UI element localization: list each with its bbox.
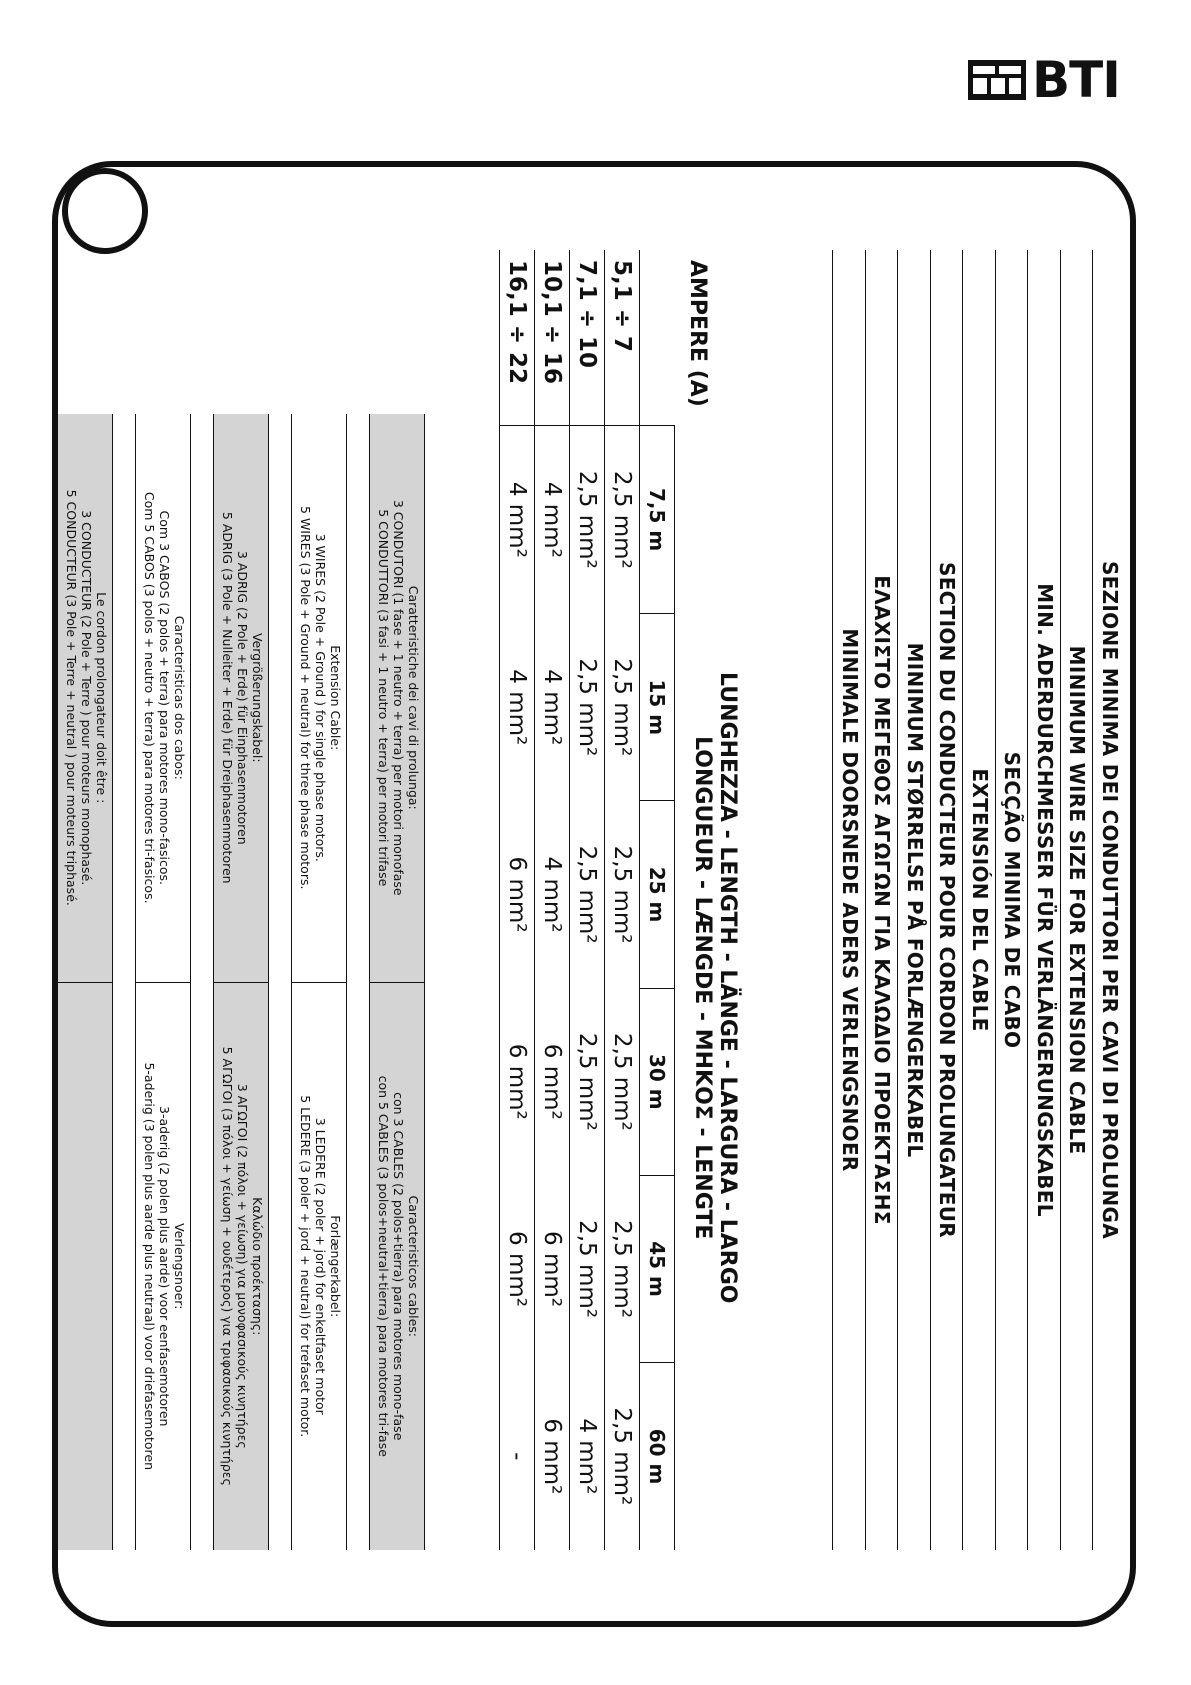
note-block: [370, 982, 424, 1551]
value-cell: 2,5 mm²: [605, 1175, 640, 1362]
note-line: con 5 CABLES (3 polos+neutral+tierra) para motores tri-fase: [376, 1075, 391, 1457]
note-line: 5 ΑΓΩΓΟΙ (3 πόλοι + γείωση + ουδέτερος) για τριφασικούς κινητήρες: [220, 1046, 235, 1486]
note-block: [136, 414, 190, 982]
ampere-cell: 7,1 ÷ 10: [570, 250, 605, 426]
note-line: Καλώδιο προέκτασης:: [250, 1197, 265, 1336]
value-cell: 6 mm²: [535, 1363, 570, 1550]
length-header-line: LONGUEUR - LÆNGDE - ΜΗΚΟΣ - LENGTE: [690, 736, 715, 1240]
brand-name: BTI: [1032, 51, 1120, 109]
note-line: 3 CONDUCTEUR (2 Pole + Terre ) pour moteurs monophasé.: [79, 510, 94, 886]
note-line: 3 WIRES (2 Pole + Ground ) for single phase motors.: [313, 533, 328, 862]
length-row: [640, 250, 675, 1550]
length-cell: 7,5 m: [640, 426, 675, 614]
length-cell: 60 m: [640, 1363, 675, 1550]
note-line: Com 5 CABOS (3 polos + neutro + terra) para motores tri-fasicos.: [142, 491, 157, 904]
note-block: [214, 982, 268, 1551]
value-cell: 4 mm²: [535, 801, 570, 988]
value-cell: 6 mm²: [500, 988, 535, 1175]
title-line: SEZIONE MINIMA DEI CONDUTTORI PER CAVI DI PROLUNGA: [1093, 250, 1126, 1550]
value-cell: 2,5 mm²: [570, 1175, 605, 1362]
ampere-header: AMPERE (A): [640, 250, 756, 426]
note-pair: [57, 414, 113, 1550]
value-cell: -: [500, 1363, 535, 1550]
corner-circle-mark: [62, 168, 148, 254]
note-line: 5 ADRIG (3 Pole + Nulleiter + Erde) für Dreiphasenmotoren: [220, 511, 235, 884]
note-block: [370, 414, 424, 982]
note-pair: [135, 414, 191, 1550]
title-line: MIN. ADERDURCHMESSER FÜR VERLÄNGERUNGSKABEL: [1028, 250, 1061, 1550]
value-cell: 2,5 mm²: [605, 988, 640, 1175]
note-line: Caracteristicas dos cabos:: [172, 615, 187, 780]
note-line: 5 CONDUCTEUR (3 Pole + Terre + neutral ) pour moteurs triphasé.: [64, 489, 79, 906]
value-cell: 2,5 mm²: [570, 614, 605, 801]
note-line: 5 LEDERE (3 poler + jord + neutral) for trefaset motor.: [298, 1095, 313, 1438]
value-cell: 2,5 mm²: [605, 801, 640, 988]
brand-logo-mark: [968, 60, 1026, 100]
note-line: Le cordon prolongateur doit être :: [94, 592, 109, 804]
brand-logo: [968, 51, 1134, 109]
title-line: SECTION DU CONDUCTEUR POUR CORDON PROLUNGATEUR: [930, 250, 963, 1550]
length-cell: 45 m: [640, 1175, 675, 1362]
length-cell: 25 m: [640, 801, 675, 988]
value-cell: 6 mm²: [535, 988, 570, 1175]
value-cell: 2,5 mm²: [605, 426, 640, 614]
note-pair: [213, 414, 269, 1550]
value-cell: 6 mm²: [500, 1175, 535, 1362]
note-line: 5-aderig (3 polen plus aarde plus neutraal) voor driefasemotoren: [142, 1062, 157, 1471]
title-line: EXTENSIÓN DEL CABLE: [963, 250, 996, 1550]
note-line: 3 ADRIG (2 Pole + Erde) für Einphasenmotoren: [235, 550, 250, 845]
table-row: [570, 250, 605, 1550]
length-header: [675, 426, 756, 1551]
title-line: MINIMALE DOORSNEDE ADERS VERLENGSNOER: [833, 250, 866, 1550]
value-cell: 2,5 mm²: [570, 426, 605, 614]
note-line: Com 3 CABOS (2 polos + terra) para motores mono-fasicos.: [157, 510, 172, 885]
note-line: 3-aderig (2 polen plus aarde) voor eenfasemotoren: [157, 1106, 172, 1427]
title-line: SECÇÃO MINIMA DE CABO: [995, 250, 1028, 1550]
title-line: ΕΛΑΧΙΣΤΟ ΜΕΓΕΘΟΣ ΑΓΩΓΩΝ ΓΙΑ ΚΑΛΩΔΙΟ ΠΡΟΕΚΤΑΣΗΣ: [865, 250, 898, 1550]
value-cell: 2,5 mm²: [570, 988, 605, 1175]
ampere-cell: 10,1 ÷ 16: [535, 250, 570, 426]
value-cell: 4 mm²: [500, 426, 535, 614]
note-line: Caracteristicos cables:: [406, 1195, 421, 1337]
title-line: MINIMUM STØRRELSE PÅ FORLÆNGERKABEL: [898, 250, 931, 1550]
length-header-line: LUNGHEZZA - LENGTH - LÄNGE - LARGURA - LARGO: [715, 672, 740, 1304]
note-block: [292, 414, 346, 982]
length-cell: 30 m: [640, 988, 675, 1175]
note-line: 5 CONDUTTORI (3 fasi + 1 neutro + terra) per motori trifase: [376, 509, 391, 887]
note-line: 3 CONDUTORI (1 fase + 1 neutro + terra) per motori monofase: [391, 499, 406, 896]
value-cell: 2,5 mm²: [605, 1363, 640, 1550]
value-cell: 4 mm²: [500, 614, 535, 801]
value-cell: 4 mm²: [535, 614, 570, 801]
note-line: 5 WIRES (3 Pole + Ground + neutral) for three phase motors.: [298, 506, 313, 890]
note-line: 3 LEDERE (2 poler + jord) for enkeltfaset motor: [313, 1117, 328, 1415]
note-line: con 3 CABLES (2 polos+tierra) para motores mono-fase: [391, 1092, 406, 1441]
note-line: Forlængerkabel:: [328, 1215, 343, 1318]
title-block: [833, 250, 1126, 1550]
note-line: Extension Cable:: [328, 645, 343, 751]
wire-size-table: [499, 250, 755, 1550]
note-line: 3 ΑΓΩΓΟΙ (2 πόλοι + γείωση) για μονοφασικούς κινητήρες: [235, 1083, 250, 1449]
ampere-cell: 16,1 ÷ 22: [500, 250, 535, 426]
note-pair: [291, 414, 347, 1550]
note-block: [214, 414, 268, 982]
length-cell: 15 m: [640, 614, 675, 801]
rotated-table-panel: [64, 250, 1125, 1550]
cable-notes: [35, 414, 425, 1550]
value-cell: 2,5 mm²: [570, 801, 605, 988]
table-row: [605, 250, 640, 1550]
value-cell: 4 mm²: [535, 426, 570, 614]
value-cell: 6 mm²: [535, 1175, 570, 1362]
note-line: Verlengsnoer:: [172, 1223, 187, 1310]
value-cell: 2,5 mm²: [605, 614, 640, 801]
note-block: [58, 982, 112, 1551]
note-line: Vergrößerungskabel:: [250, 632, 265, 763]
note-block: [292, 982, 346, 1551]
value-cell: 4 mm²: [570, 1363, 605, 1550]
table-row: [500, 250, 535, 1550]
value-cell: 6 mm²: [500, 801, 535, 988]
table-row: [535, 250, 570, 1550]
ampere-cell: 5,1 ÷ 7: [605, 250, 640, 426]
note-block: [136, 982, 190, 1551]
note-pair: [369, 414, 425, 1550]
title-line: MINIMUM WIRE SIZE FOR EXTENSION CABLE: [1060, 250, 1093, 1550]
note-line: Caratteristiche dei cavi di prolunga:: [406, 585, 421, 810]
note-block: [58, 414, 112, 982]
